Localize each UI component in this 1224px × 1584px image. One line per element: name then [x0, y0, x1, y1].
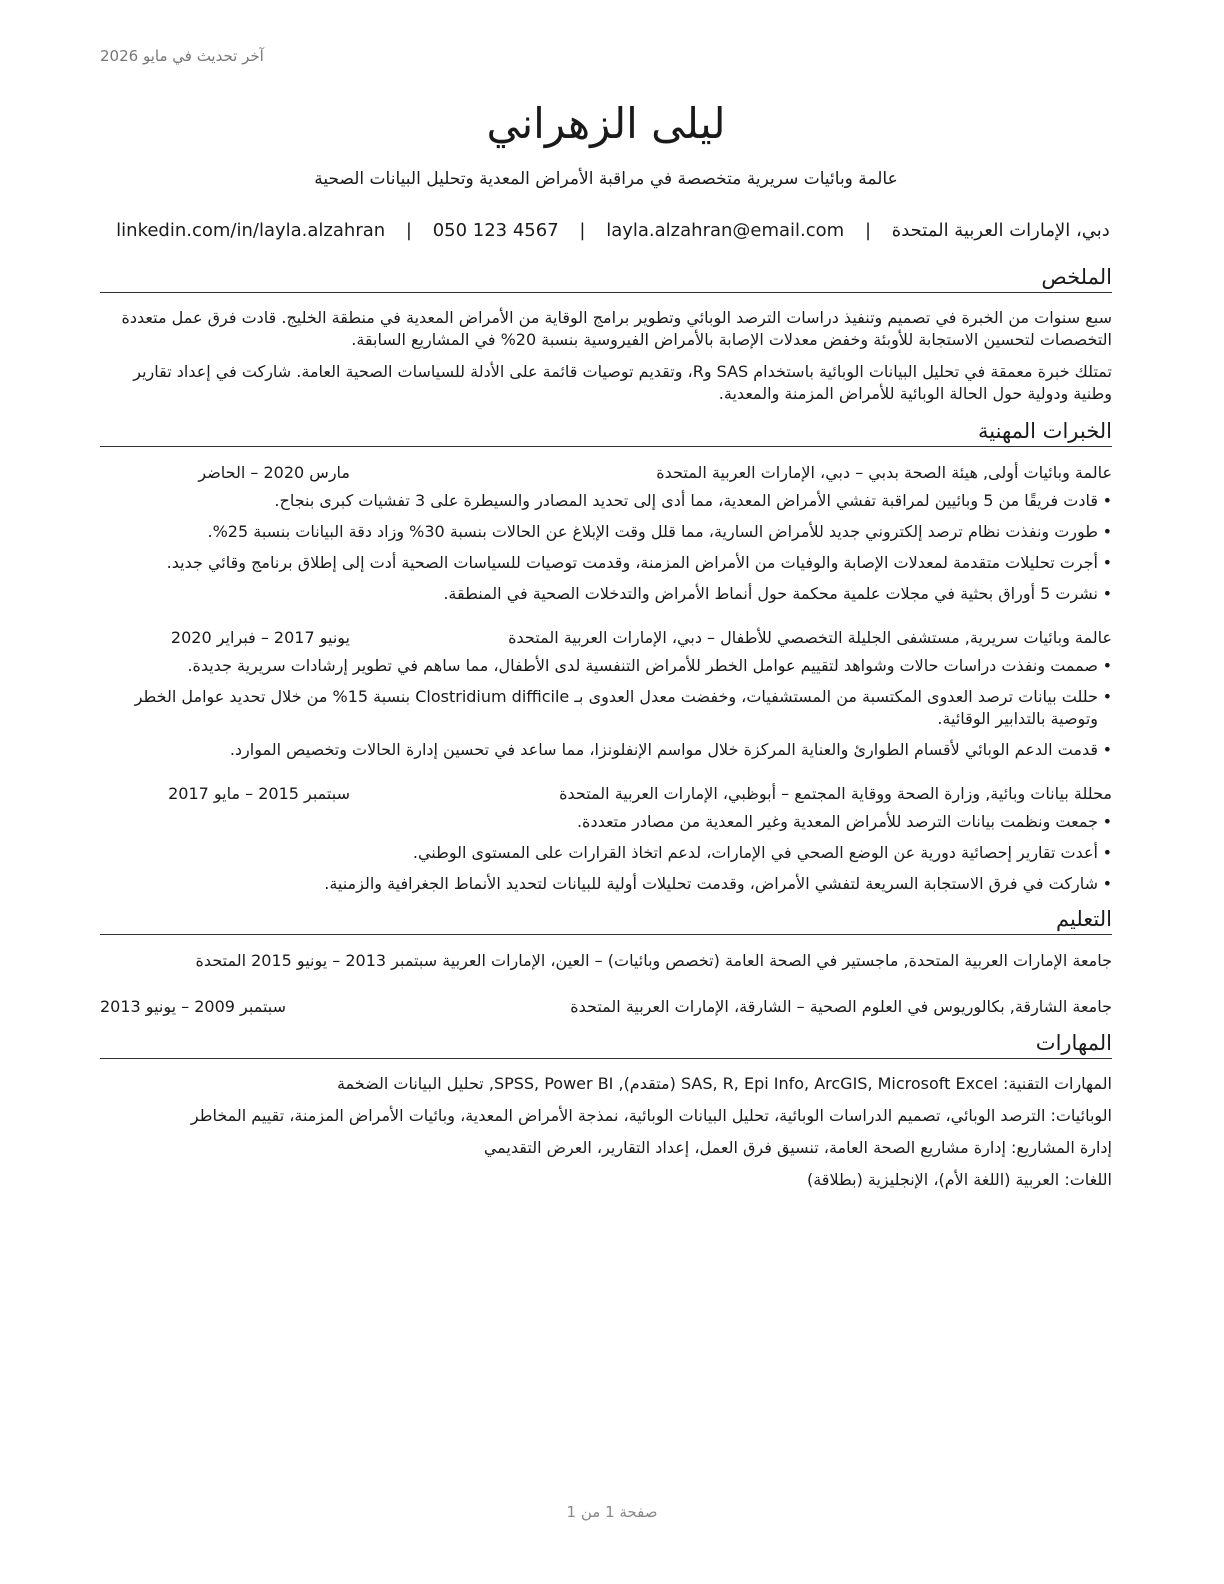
job-bullet: • قدمت الدعم الوبائي لأقسام الطوارئ والعناية المركزة خلال مواسم الإنفلونزا، مما ساعد في تحسين إدارة الحالات وتخصيص الموارد.	[100, 739, 1112, 761]
job-bullet: • أعدت تقارير إحصائية دورية عن الوضع الصحي في الإمارات، لدعم اتخاذ القرارات على المستوى الوطني.	[100, 842, 1112, 864]
job-dates: سبتمبر 2015 – مايو 2017	[168, 784, 350, 803]
job-bullet: • حللت بيانات ترصد العدوى المكتسبة من المستشفيات، وخفضت معدل العدوى بـ Clostridium difficile بنسبة 15% من خلال تحديد عوامل الخطر وتوصية بالتدابير الوقائية.	[100, 686, 1112, 730]
contact-separator: |	[579, 220, 586, 241]
contact-linkedin[interactable]: linkedin.com/in/layla.alzahran	[116, 220, 386, 241]
job-bullet: • طورت ونفذت نظام ترصد إلكتروني جديد للأمراض السارية، مما قلل وقت الإبلاغ عن الحالات بنسبة 30% وزاد دقة البيانات بنسبة 25%.	[100, 521, 1112, 543]
job-dates: مارس 2020 – الحاضر	[198, 463, 350, 482]
summary-section	[100, 263, 1112, 405]
summary-paragraph: سبع سنوات من الخبرة في تصميم وتنفيذ دراسات الترصد الوبائي وتطوير برامج الوقاية من الأمراض المعدية في منطقة الخليج. قادت فرق عمل متعددة التخصصات لتحسين الاستجابة للأوبئة وخفض معدلات الإصابة بالأمراض الفيروسية بنسبة 20% في المشاريع السابقة.	[121, 308, 1112, 349]
skill-line: اللغات: العربية (اللغة الأم)، الإنجليزية (بطلاقة)	[806, 1170, 1112, 1189]
job-bullet: • قادت فريقًا من 5 وبائيين لمراقبة تفشي الأمراض المعدية، مما أدى إلى تحديد المصادر والسيطرة على 3 تفشيات كبرى بنجاح.	[100, 490, 1112, 512]
tagline: عالمة وبائيات سريرية متخصصة في مراقبة الأمراض المعدية وتحليل البيانات الصحية	[314, 169, 898, 189]
contact-phone[interactable]: 050 123 4567	[432, 220, 559, 241]
candidate-name: ليلى الزهراني	[486, 99, 726, 148]
job-entry	[100, 783, 1112, 895]
job-bullets	[100, 655, 1112, 761]
contact-location: دبي، الإمارات العربية المتحدة	[891, 220, 1110, 241]
education-row	[100, 995, 1112, 1019]
job-bullets	[100, 490, 1112, 605]
education-dates: سبتمبر 2009 – يونيو 2013	[100, 997, 287, 1016]
job-title: محللة بيانات وبائية, وزارة الصحة ووقاية المجتمع – أبوظبي، الإمارات العربية المتحدة	[559, 784, 1112, 803]
skill-line: الوبائيات: الترصد الوبائي، تصميم الدراسات الوبائية، تحليل البيانات الوبائية، نمذجة الأمراض المعدية، وبائيات الأمراض المزمنة، تقييم المخاطر	[190, 1106, 1112, 1125]
job-bullet: • شاركت في فرق الاستجابة السريعة لتفشي الأمراض، وقدمت تحليلات أولية للبيانات لتحديد الأنماط الجغرافية والزمنية.	[100, 873, 1112, 895]
page-number: صفحة 1 من 1	[566, 1503, 658, 1521]
contact-separator: |	[864, 220, 872, 241]
contact-email[interactable]: layla.alzahran@email.com	[606, 220, 845, 241]
education-text: جامعة الإمارات العربية المتحدة, ماجستير في الصحة العامة (تخصص وبائيات) – العين، الإمارات العربية سبتمبر 2013 – يونيو 2015 المتحدة	[195, 951, 1112, 970]
last-updated: آخر تحديث في مايو 2026	[100, 47, 264, 65]
job-header	[100, 627, 1112, 649]
job-bullets	[100, 811, 1112, 895]
job-bullet: • جمعت ونظمت بيانات الترصد للأمراض المعدية وغير المعدية من مصادر متعددة.	[100, 811, 1112, 833]
education-title: التعليم	[100, 905, 1112, 935]
job-title: عالمة وبائيات أولى, هيئة الصحة بدبي – دبي، الإمارات العربية المتحدة	[656, 463, 1112, 482]
contact-line	[100, 218, 1112, 244]
education-section	[100, 905, 1112, 1019]
summary-title: الملخص	[100, 263, 1112, 293]
education-entry	[100, 949, 1112, 973]
job-bullet: • صممت ونفذت دراسات حالات وشواهد لتقييم عوامل الخطر للأمراض التنفسية لدى الأطفال، مما ساهم في تطوير إرشادات سريرية جديدة.	[100, 655, 1112, 677]
summary-paragraph: تمتلك خبرة معمقة في تحليل البيانات الوبائية باستخدام SAS وR، وتقديم توصيات قائمة على الأدلة للسياسات الصحية العامة. شاركت في إعداد تقارير وطنية ودولية حول الحالة الوبائية للأمراض المزمنة والمعدية.	[133, 362, 1112, 403]
skills-title: المهارات	[100, 1029, 1112, 1059]
job-entry	[100, 627, 1112, 761]
contact-separator: |	[405, 220, 412, 241]
education-text: جامعة الشارقة, بكالوريوس في العلوم الصحية – الشارقة، الإمارات العربية المتحدة	[570, 997, 1112, 1016]
experience-title: الخبرات المهنية	[100, 417, 1112, 447]
job-title: عالمة وبائيات سريرية, مستشفى الجليلة التخصصي للأطفال – دبي، الإمارات العربية المتحدة	[508, 628, 1112, 647]
skills-section	[100, 1029, 1112, 1191]
job-entry	[100, 462, 1112, 605]
job-header	[100, 462, 1112, 484]
education-entry	[100, 995, 1112, 1019]
experience-section	[100, 417, 1112, 895]
job-bullet: • نشرت 5 أوراق بحثية في مجلات علمية محكمة حول أنماط الأمراض والتدخلات الصحية في المنطقة.	[100, 583, 1112, 605]
job-bullet: • أجرت تحليلات متقدمة لمعدلات الإصابة والوفيات من الأمراض المزمنة، وقدمت توصيات للسياسات الصحية أدت إلى إطلاق برنامج وقائي جديد.	[100, 552, 1112, 574]
job-header	[100, 783, 1112, 805]
job-dates: يونيو 2017 – فبراير 2020	[170, 628, 350, 647]
skill-line: المهارات التقنية: SAS, R, Epi Info, ArcGIS, Microsoft Excel (متقدم), SPSS, Power BI, تحليل البيانات الضخمة	[336, 1074, 1112, 1093]
resume-page	[100, 96, 1112, 1191]
skill-line: إدارة المشاريع: إدارة مشاريع الصحة العامة، تنسيق فرق العمل، إعداد التقارير، العرض التقديمي	[483, 1138, 1112, 1157]
